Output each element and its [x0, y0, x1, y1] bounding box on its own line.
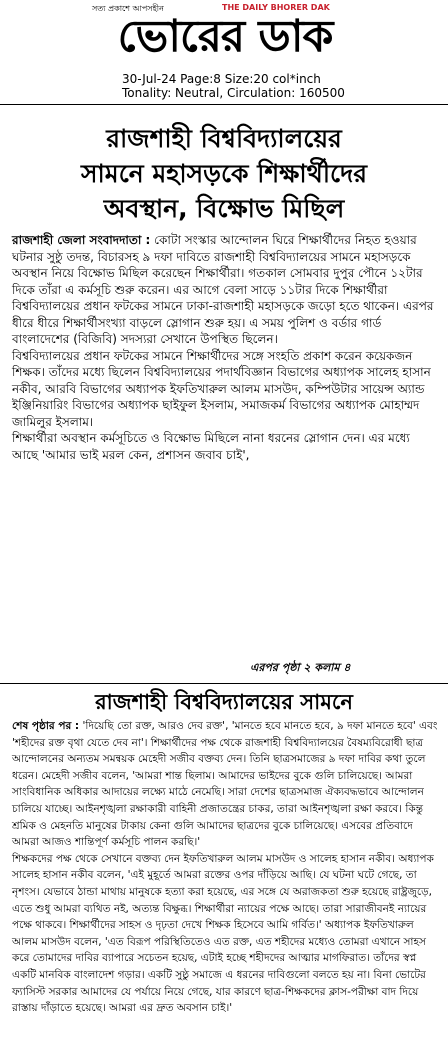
masthead-english-name: THE DAILY BHORER DAK	[222, 3, 330, 12]
continuation-body	[12, 718, 438, 1017]
continuation-paragraph-1: 'দিয়েছি তো রক্ত, আরও দেব রক্ত', 'মানতে হবে মানতে হবে, ৯ দফা মানতে হবে' এবং 'শহীদের রক্ত বৃথা যেতে দেব না'। শিক্ষার্থীদের পক্ষ থেকে রাজশাহী বিশ্ববিদ্যালয়ের বৈষম্যবিরোধী ছাত্র আন্দোলনের অন্যতম সমন্বয়ক মেহেদী সজীব বক্তব্য দেন। তিনি ছাত্রসমাজের ৯ দফা দাবির কথা তুলে ধরেন। মেহেদী সজীব বলেন, 'আমরা শান্ত ছিলাম। আমাদের ভাইদের বুকে গুলি চালিয়েছে। আমরা সাংবিধানিক অধিকার আদায়ের লক্ষ্যে মাঠে নেমেছি। সারা দেশের ছাত্রসমাজ ঐক্যবদ্ধভাবে আন্দোলন চালিয়ে যাচ্ছে। আইনশৃঙ্খলা রক্ষাকারী বাহিনী প্রজাতন্ত্রের চাকর, তারা আইনশৃঙ্খলা রক্ষা করবে। কিন্তু শ্রমিক ও মেহনতি মানুষের টাকায় কেনা গুলি আমাদের ছাত্রদের বুকে চালিয়েছে। এসবের প্রতিবাদে আমরা আজও শান্তিপূর্ণ কর্মসূচি পালন করছি।'	[12, 720, 438, 849]
clipping-meta	[122, 72, 345, 100]
continuation-paragraph-2: শিক্ষকদের পক্ষ থেকে সেখানে বক্তব্য দেন ইফতিখারুল আলম মাসউদ ও সালেহ হাসান নকীব। অধ্যাপক সালেহ হাসান নকীব বলেন, 'এই মুহূর্তে আমরা রক্তের ওপর দাঁড়িয়ে আছি। যে ঘটনা ঘটে গেছে, তা নৃশংস। যেভাবে ঠান্ডা মাথায় মানুষকে হত্যা করা হয়েছে, এর সঙ্গে যে অরাজকতা শুরু হয়েছে রাষ্ট্রজুড়ে, এতে শুধু আমরা ব্যথিত নই, অত্যন্ত বিক্ষুব্ধ। শিক্ষার্থীরা ন্যায়ের পক্ষে আছে। তারা সারাজীবনই ন্যায়ের পক্ষে থাকবে। শিক্ষার্থীদের সাহস ও দৃঢ়তা দেখে শিক্ষক হিসেবে আমি গর্বিত।' অধ্যাপক ইফতিখারুল আলম মাসউদ বলেন, 'এত বিরূপ পরিস্থিতিতেও এত রক্ত, এত শহীদের মধ্যেও তোমরা এখানে সাহস করে তোমাদের দাবির ব্যাপারে সচেতন হয়েছ, এটাই হচ্ছে শহীদদের আত্মার মাগফিরাত। তাঁদের স্বপ্ন একটি মানবিক বাংলাদেশ গড়ার। একটি সুষ্ঠু সমাজে এ ধরনের দাবিগুলো বলতে হয় না। বিনা ভোটের ফ্যাসিস্ট সরকার আমাদের যে পর্যায়ে নিয়ে গেছে, যার কারণে ছাত্র-শিক্ষকদের ক্লাস-পরীক্ষা বাদ দিয়ে রাস্তায় দাঁড়াতে হয়েছে। আমরা এর দ্রুত অবসান চাই।'	[12, 852, 434, 1015]
headline-line-2: সামনে মহাসড়কে শিক্ষার্থীদের	[81, 159, 367, 188]
article-paragraph-3: শিক্ষার্থীরা অবস্থান কর্মসূচিতে ও বিক্ষোভ মিছিলে নানা ধরনের স্লোগান দেন। এর মধ্যে আছে 'আমার ভাই মরল কেন, প্রশাসন জবাব চাই',	[12, 431, 410, 462]
meta-tonality-circulation: Tonality: Neutral, Circulation: 160500	[122, 86, 345, 100]
article-paragraph-1: কোটা সংস্কার আন্দোলন ঘিরে শিক্ষার্থীদের নিহত হওয়ার ঘটনার সুষ্ঠু তদন্ত, বিচারসহ ৯ দফা দাবিতে রাজশাহী বিশ্ববিদ্যালয়ের সামনে মহাসড়কে অবস্থান নিয়ে বিক্ষোভ মিছিল করেছেন শিক্ষার্থীরা। গতকাল সোমবার দুপুর পৌনে ১২টার দিকে তাঁরা এ কর্মসূচি শুরু করেন। এর আগে বেলা সাড়ে ১১টার দিকে শিক্ষার্থীরা বিশ্ববিদ্যালয়ের প্রধান ফটকের সামনে ঢাকা-রাজশাহী মহাসড়কে জড়ো হতে থাকেন। এরপর ধীরে ধীরে শিক্ষার্থীসংখ্যা বাড়লে স্লোগান শুরু হয়। এ সময় পুলিশ ও বর্ডার গার্ড বাংলাদেশের (বিজিবি) সদস্যরা সেখানে উপস্থিত ছিলেন।	[12, 233, 434, 346]
jump-reference: এরপর পৃষ্ঠা ২ কলাম ৪	[250, 661, 351, 674]
meta-date-page-size: 30-Jul-24 Page:8 Size:20 col*inch	[122, 72, 321, 86]
headline-line-3: অবস্থান, বিক্ষোভ মিছিল	[103, 194, 345, 223]
byline: রাজশাহী জেলা সংবাদদাতা :	[12, 233, 151, 247]
article-body	[12, 232, 438, 463]
article-paragraph-2: বিশ্ববিদ্যালয়ের প্রধান ফটকের সামনে শিক্ষার্থীদের সঙ্গে সংহতি প্রকাশ করেন কয়েকজন শিক্ষক। তাঁদের মধ্যে ছিলেন বিশ্ববিদ্যালয়ের পদার্থবিজ্ঞান বিভাগের অধ্যাপক সালেহ হাসান নকীব, আরবি বিভাগের অধ্যাপক ইফতিখারুল আলম মাসউদ, কম্পিউটার সায়েন্স অ্যান্ড ইঞ্জিনিয়ারিং বিভাগের অধ্যাপক ছাইফুল ইসলাম, সমাজকর্ম বিভাগের অধ্যাপক মোহাম্মদ জামিলুর ইসলাম।	[12, 348, 431, 429]
headline-line-1: রাজশাহী বিশ্ববিদ্যালয়ের	[106, 124, 342, 153]
divider	[0, 104, 448, 105]
continuation-lead: শেষ পৃষ্ঠার পর :	[12, 720, 80, 732]
masthead-tagline: সত্য প্রকাশে আপসহীন	[92, 4, 164, 13]
masthead	[0, 0, 448, 70]
newspaper-logo: ভোরের ডাক	[117, 11, 333, 62]
divider	[0, 683, 448, 684]
continuation-headline: রাজশাহী বিশ্ববিদ্যালয়ের সামনে	[95, 690, 353, 714]
